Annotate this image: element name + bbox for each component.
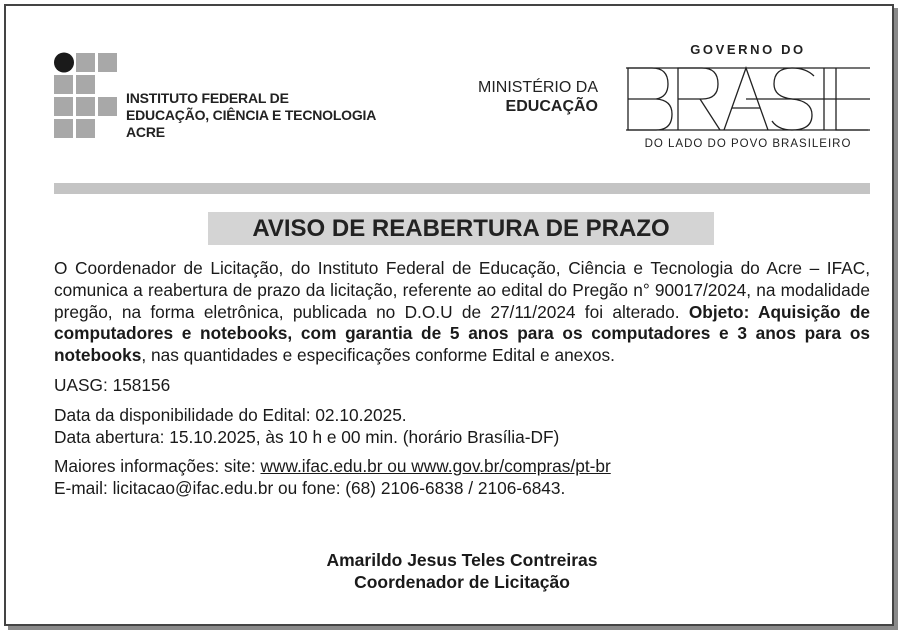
- brasil-logo-icon: [626, 66, 870, 132]
- gov-heading: GOVERNO DO: [690, 42, 806, 57]
- availability-date: Data da disponibilidade do Edital: 02.10.2025.: [54, 404, 407, 425]
- notice-paragraph: [54, 258, 870, 367]
- ifac-logo-icon: [54, 52, 118, 142]
- ministry-line-1: MINISTÉRIO DA: [477, 79, 598, 96]
- notice-title: AVISO DE REABERTURA DE PRAZO: [208, 212, 714, 245]
- email-line: E-mail: licitacao@ifac.edu.br ou fone: (68) 2106-6838 / 2106-6843.: [54, 478, 566, 499]
- ministry-label: [436, 78, 598, 116]
- info-prefix: Maiores informações: site:: [54, 456, 261, 477]
- institute-line-2: EDUCAÇÃO, CIÊNCIA E TECNOLOGIA: [126, 107, 377, 123]
- ministry-line-2: EDUCAÇÃO: [505, 98, 598, 115]
- info-links[interactable]: www.ifac.edu.br ou www.gov.br/compras/pt-br: [260, 456, 611, 477]
- signature-block: [54, 549, 870, 593]
- signer-name: Amarildo Jesus Teles Contreiras: [326, 550, 598, 570]
- uasg-line: UASG: 158156: [54, 374, 171, 395]
- notice-body: [54, 258, 870, 500]
- header-divider: [54, 183, 870, 194]
- signer-role: Coordenador de Licitação: [354, 572, 570, 592]
- paragraph-object-bold: Objeto: Aquisição de computadores e notebooks, com garantia de 5 anos para os computadores e 3 anos para os notebooks: [54, 301, 870, 366]
- notice-frame: [4, 4, 894, 626]
- opening-date: Data abertura: 15.10.2025, às 10 h e 00 min. (horário Brasília-DF): [54, 426, 560, 447]
- institute-line-3: ACRE: [126, 124, 165, 140]
- info-line: [54, 456, 870, 478]
- institute-name: [126, 90, 376, 141]
- paragraph-text-2: , nas quantidades e especificações conforme Edital e anexos.: [141, 345, 615, 366]
- institute-line-1: INSTITUTO FEDERAL DE: [126, 90, 289, 106]
- gov-tagline: DO LADO DO POVO BRASILEIRO: [644, 138, 852, 150]
- paragraph-text-1: O Coordenador de Licitação, do Instituto Federal de Educação, Ciência e Tecnologia do Acre – IFAC, comunica a reabertura de prazo da licitação, referente ao edital do Pregão n° 90017/2024, na modalidade pregão, na forma eletrônica, publicada no D.O.U de 27/11/2024 foi alterado.: [54, 258, 870, 322]
